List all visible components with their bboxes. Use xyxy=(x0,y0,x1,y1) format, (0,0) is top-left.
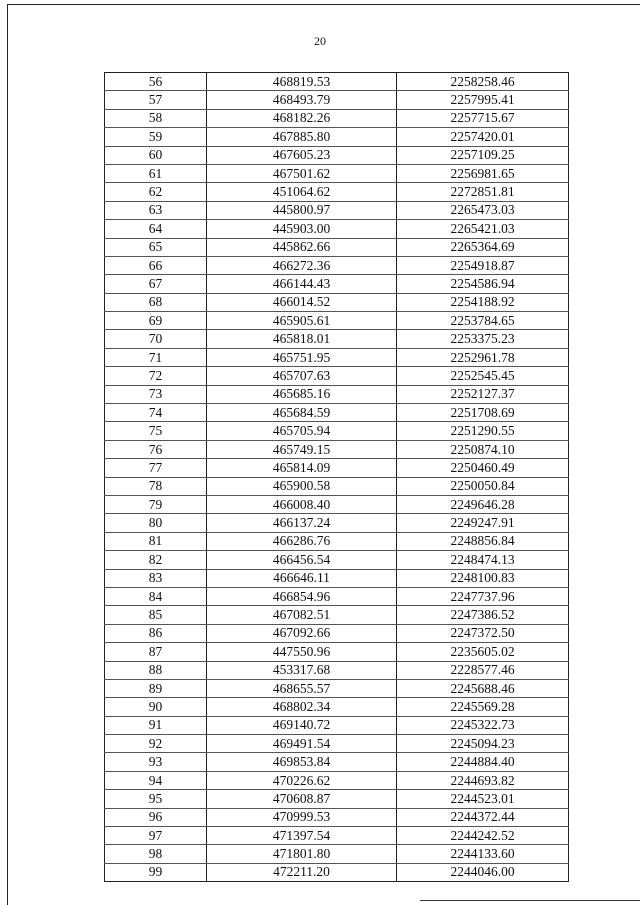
table-row xyxy=(105,220,569,238)
x-coordinate-cell: 466286.76 xyxy=(207,532,397,550)
point-number-cell: 82 xyxy=(105,551,207,569)
y-coordinate-cell: 2258258.46 xyxy=(397,73,569,91)
y-coordinate-cell: 2248474.13 xyxy=(397,551,569,569)
table-row xyxy=(105,348,569,366)
table-row xyxy=(105,514,569,532)
coordinates-table xyxy=(104,72,569,882)
y-coordinate-cell: 2247372.50 xyxy=(397,624,569,642)
table-row xyxy=(105,146,569,164)
x-coordinate-cell: 451064.62 xyxy=(207,183,397,201)
y-coordinate-cell: 2244372.44 xyxy=(397,808,569,826)
x-coordinate-cell: 466272.36 xyxy=(207,256,397,274)
point-number-cell: 69 xyxy=(105,312,207,330)
point-number-cell: 84 xyxy=(105,587,207,605)
point-number-cell: 86 xyxy=(105,624,207,642)
x-coordinate-cell: 471801.80 xyxy=(207,845,397,863)
y-coordinate-cell: 2245569.28 xyxy=(397,698,569,716)
y-coordinate-cell: 2244884.40 xyxy=(397,753,569,771)
point-number-cell: 58 xyxy=(105,109,207,127)
table-row xyxy=(105,643,569,661)
scan-edge-bottom xyxy=(420,900,640,901)
table-row xyxy=(105,275,569,293)
x-coordinate-cell: 466137.24 xyxy=(207,514,397,532)
y-coordinate-cell: 2265473.03 xyxy=(397,201,569,219)
x-coordinate-cell: 469853.84 xyxy=(207,753,397,771)
x-coordinate-cell: 466008.40 xyxy=(207,495,397,513)
table-row xyxy=(105,587,569,605)
table-row xyxy=(105,808,569,826)
point-number-cell: 68 xyxy=(105,293,207,311)
point-number-cell: 79 xyxy=(105,495,207,513)
point-number-cell: 93 xyxy=(105,753,207,771)
point-number-cell: 71 xyxy=(105,348,207,366)
table-row xyxy=(105,716,569,734)
x-coordinate-cell: 465707.63 xyxy=(207,367,397,385)
x-coordinate-cell: 468655.57 xyxy=(207,679,397,697)
table-row xyxy=(105,477,569,495)
y-coordinate-cell: 2254586.94 xyxy=(397,275,569,293)
point-number-cell: 63 xyxy=(105,201,207,219)
y-coordinate-cell: 2254918.87 xyxy=(397,256,569,274)
x-coordinate-cell: 465685.16 xyxy=(207,385,397,403)
y-coordinate-cell: 2252127.37 xyxy=(397,385,569,403)
y-coordinate-cell: 2272851.81 xyxy=(397,183,569,201)
point-number-cell: 62 xyxy=(105,183,207,201)
point-number-cell: 77 xyxy=(105,459,207,477)
y-coordinate-cell: 2250050.84 xyxy=(397,477,569,495)
table-row xyxy=(105,330,569,348)
table-row xyxy=(105,679,569,697)
y-coordinate-cell: 2250460.49 xyxy=(397,459,569,477)
point-number-cell: 87 xyxy=(105,643,207,661)
table-row xyxy=(105,256,569,274)
table-row xyxy=(105,367,569,385)
coordinates-table-body xyxy=(105,73,569,882)
y-coordinate-cell: 2244693.82 xyxy=(397,771,569,789)
y-coordinate-cell: 2257995.41 xyxy=(397,91,569,109)
point-number-cell: 81 xyxy=(105,532,207,550)
scan-edge-left xyxy=(7,4,8,905)
y-coordinate-cell: 2249247.91 xyxy=(397,514,569,532)
y-coordinate-cell: 2244242.52 xyxy=(397,827,569,845)
point-number-cell: 75 xyxy=(105,422,207,440)
y-coordinate-cell: 2251290.55 xyxy=(397,422,569,440)
point-number-cell: 97 xyxy=(105,827,207,845)
table-row xyxy=(105,238,569,256)
x-coordinate-cell: 471397.54 xyxy=(207,827,397,845)
table-row xyxy=(105,532,569,550)
y-coordinate-cell: 2256981.65 xyxy=(397,164,569,182)
table-row xyxy=(105,183,569,201)
point-number-cell: 88 xyxy=(105,661,207,679)
table-row xyxy=(105,698,569,716)
point-number-cell: 78 xyxy=(105,477,207,495)
table-row xyxy=(105,863,569,881)
point-number-cell: 90 xyxy=(105,698,207,716)
x-coordinate-cell: 466456.54 xyxy=(207,551,397,569)
table-row xyxy=(105,91,569,109)
y-coordinate-cell: 2253784.65 xyxy=(397,312,569,330)
point-number-cell: 89 xyxy=(105,679,207,697)
x-coordinate-cell: 465905.61 xyxy=(207,312,397,330)
x-coordinate-cell: 468493.79 xyxy=(207,91,397,109)
y-coordinate-cell: 2257109.25 xyxy=(397,146,569,164)
x-coordinate-cell: 466646.11 xyxy=(207,569,397,587)
point-number-cell: 96 xyxy=(105,808,207,826)
table-row xyxy=(105,73,569,91)
point-number-cell: 95 xyxy=(105,790,207,808)
y-coordinate-cell: 2249646.28 xyxy=(397,495,569,513)
table-row xyxy=(105,606,569,624)
table-row xyxy=(105,624,569,642)
x-coordinate-cell: 470226.62 xyxy=(207,771,397,789)
table-row xyxy=(105,790,569,808)
table-row xyxy=(105,459,569,477)
point-number-cell: 85 xyxy=(105,606,207,624)
point-number-cell: 67 xyxy=(105,275,207,293)
x-coordinate-cell: 465705.94 xyxy=(207,422,397,440)
x-coordinate-cell: 465900.58 xyxy=(207,477,397,495)
x-coordinate-cell: 447550.96 xyxy=(207,643,397,661)
x-coordinate-cell: 468802.34 xyxy=(207,698,397,716)
point-number-cell: 61 xyxy=(105,164,207,182)
point-number-cell: 99 xyxy=(105,863,207,881)
table-row xyxy=(105,551,569,569)
x-coordinate-cell: 468182.26 xyxy=(207,109,397,127)
table-row xyxy=(105,440,569,458)
scan-edge-top xyxy=(8,4,640,5)
table-row xyxy=(105,845,569,863)
x-coordinate-cell: 466014.52 xyxy=(207,293,397,311)
point-number-cell: 60 xyxy=(105,146,207,164)
point-number-cell: 66 xyxy=(105,256,207,274)
y-coordinate-cell: 2265421.03 xyxy=(397,220,569,238)
y-coordinate-cell: 2245688.46 xyxy=(397,679,569,697)
table-row xyxy=(105,735,569,753)
table-row xyxy=(105,422,569,440)
x-coordinate-cell: 469140.72 xyxy=(207,716,397,734)
y-coordinate-cell: 2248100.83 xyxy=(397,569,569,587)
point-number-cell: 80 xyxy=(105,514,207,532)
y-coordinate-cell: 2245322.73 xyxy=(397,716,569,734)
y-coordinate-cell: 2245094.23 xyxy=(397,735,569,753)
x-coordinate-cell: 468819.53 xyxy=(207,73,397,91)
x-coordinate-cell: 467885.80 xyxy=(207,128,397,146)
table-row xyxy=(105,827,569,845)
x-coordinate-cell: 445862.66 xyxy=(207,238,397,256)
y-coordinate-cell: 2235605.02 xyxy=(397,643,569,661)
table-row xyxy=(105,128,569,146)
point-number-cell: 65 xyxy=(105,238,207,256)
x-coordinate-cell: 466144.43 xyxy=(207,275,397,293)
table-row xyxy=(105,661,569,679)
x-coordinate-cell: 467605.23 xyxy=(207,146,397,164)
point-number-cell: 76 xyxy=(105,440,207,458)
x-coordinate-cell: 466854.96 xyxy=(207,587,397,605)
x-coordinate-cell: 453317.68 xyxy=(207,661,397,679)
table-row xyxy=(105,109,569,127)
x-coordinate-cell: 467092.66 xyxy=(207,624,397,642)
y-coordinate-cell: 2248856.84 xyxy=(397,532,569,550)
x-coordinate-cell: 465814.09 xyxy=(207,459,397,477)
y-coordinate-cell: 2257715.67 xyxy=(397,109,569,127)
y-coordinate-cell: 2252961.78 xyxy=(397,348,569,366)
x-coordinate-cell: 445903.00 xyxy=(207,220,397,238)
x-coordinate-cell: 465751.95 xyxy=(207,348,397,366)
x-coordinate-cell: 467082.51 xyxy=(207,606,397,624)
x-coordinate-cell: 469491.54 xyxy=(207,735,397,753)
table-row xyxy=(105,771,569,789)
table-row xyxy=(105,495,569,513)
y-coordinate-cell: 2247737.96 xyxy=(397,587,569,605)
point-number-cell: 72 xyxy=(105,367,207,385)
y-coordinate-cell: 2253375.23 xyxy=(397,330,569,348)
x-coordinate-cell: 445800.97 xyxy=(207,201,397,219)
x-coordinate-cell: 465818.01 xyxy=(207,330,397,348)
table-row xyxy=(105,164,569,182)
y-coordinate-cell: 2251708.69 xyxy=(397,404,569,422)
point-number-cell: 83 xyxy=(105,569,207,587)
point-number-cell: 59 xyxy=(105,128,207,146)
point-number-cell: 98 xyxy=(105,845,207,863)
table-row xyxy=(105,569,569,587)
x-coordinate-cell: 467501.62 xyxy=(207,164,397,182)
point-number-cell: 92 xyxy=(105,735,207,753)
x-coordinate-cell: 465684.59 xyxy=(207,404,397,422)
y-coordinate-cell: 2228577.46 xyxy=(397,661,569,679)
x-coordinate-cell: 465749.15 xyxy=(207,440,397,458)
point-number-cell: 64 xyxy=(105,220,207,238)
point-number-cell: 74 xyxy=(105,404,207,422)
point-number-cell: 94 xyxy=(105,771,207,789)
table-row xyxy=(105,312,569,330)
y-coordinate-cell: 2254188.92 xyxy=(397,293,569,311)
point-number-cell: 56 xyxy=(105,73,207,91)
y-coordinate-cell: 2252545.45 xyxy=(397,367,569,385)
y-coordinate-cell: 2250874.10 xyxy=(397,440,569,458)
point-number-cell: 70 xyxy=(105,330,207,348)
x-coordinate-cell: 470608.87 xyxy=(207,790,397,808)
table-row xyxy=(105,404,569,422)
table-row xyxy=(105,753,569,771)
y-coordinate-cell: 2244523.01 xyxy=(397,790,569,808)
y-coordinate-cell: 2244133.60 xyxy=(397,845,569,863)
y-coordinate-cell: 2244046.00 xyxy=(397,863,569,881)
table-row xyxy=(105,201,569,219)
point-number-cell: 91 xyxy=(105,716,207,734)
x-coordinate-cell: 472211.20 xyxy=(207,863,397,881)
y-coordinate-cell: 2265364.69 xyxy=(397,238,569,256)
y-coordinate-cell: 2257420.01 xyxy=(397,128,569,146)
page-number: 20 xyxy=(314,34,326,48)
x-coordinate-cell: 470999.53 xyxy=(207,808,397,826)
table-row xyxy=(105,293,569,311)
y-coordinate-cell: 2247386.52 xyxy=(397,606,569,624)
point-number-cell: 57 xyxy=(105,91,207,109)
table-row xyxy=(105,385,569,403)
point-number-cell: 73 xyxy=(105,385,207,403)
